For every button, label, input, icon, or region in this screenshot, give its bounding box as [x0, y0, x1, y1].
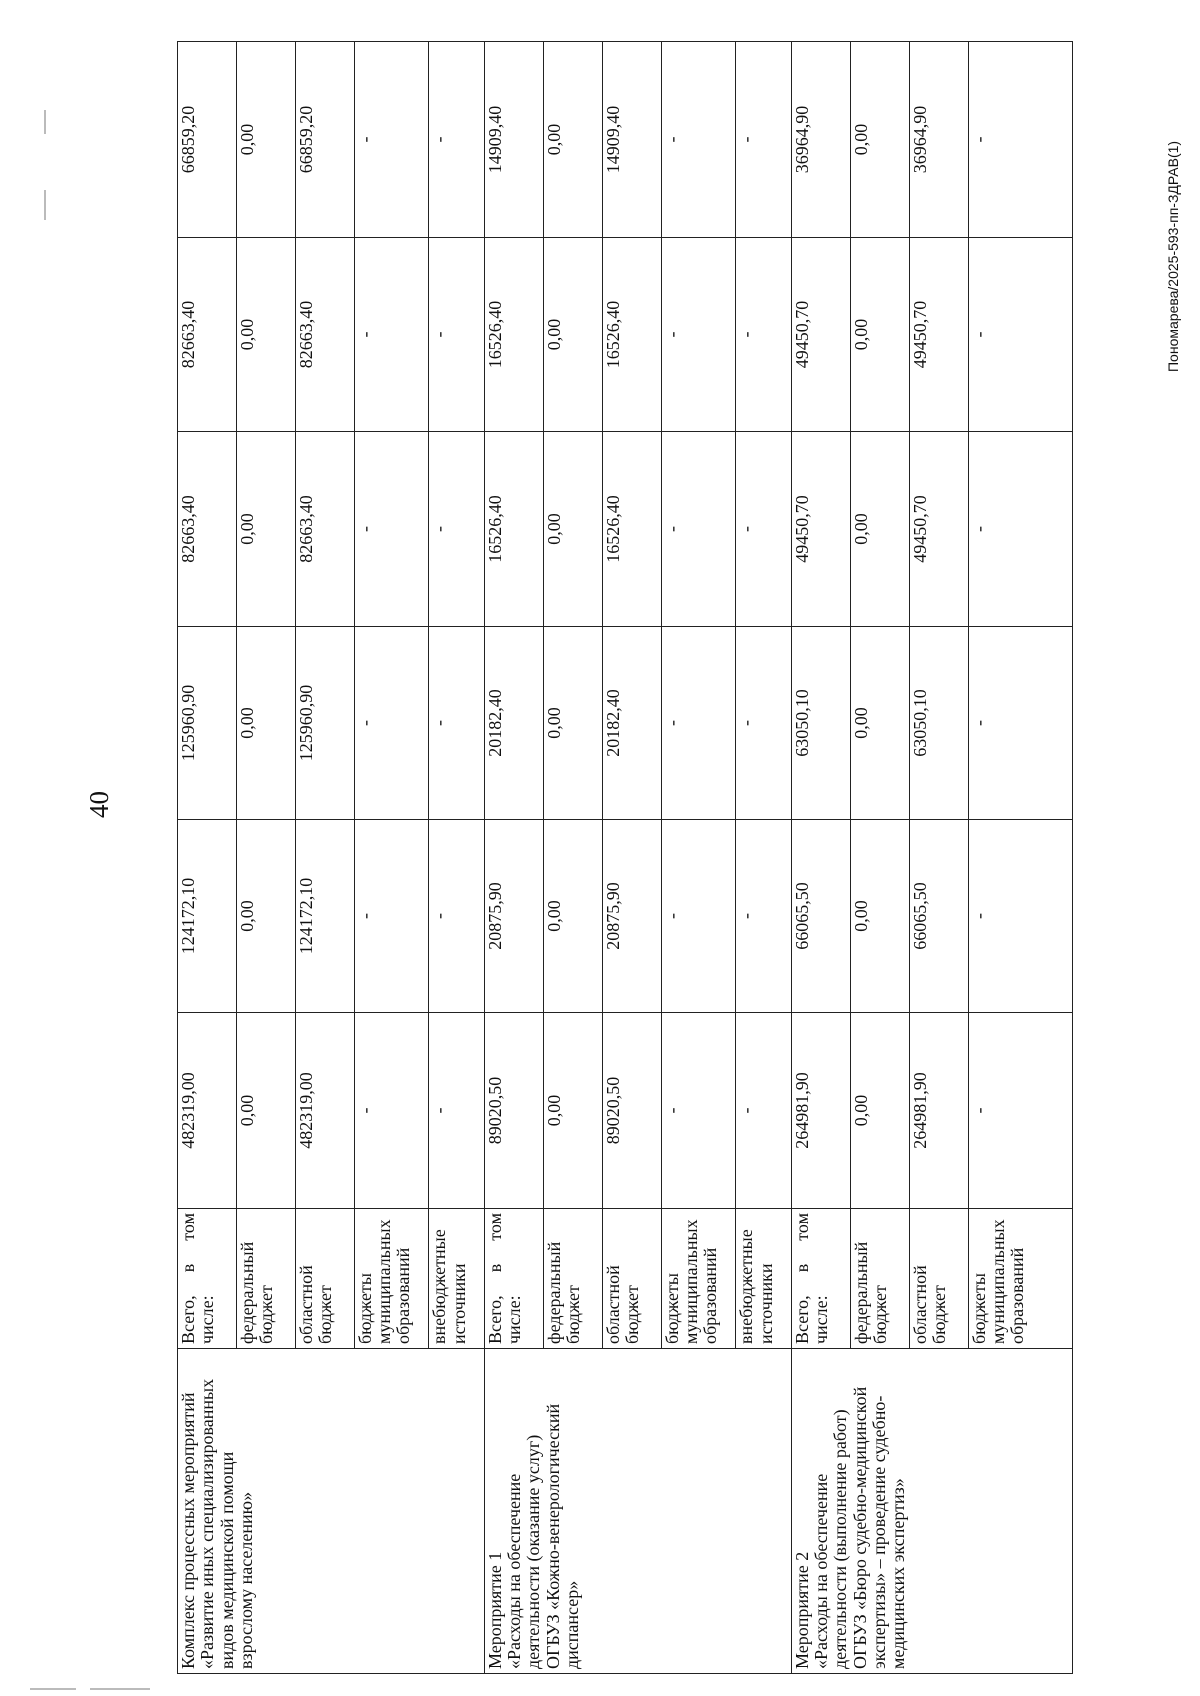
amount-cell: - [354, 432, 429, 627]
amount-cell: - [968, 238, 1072, 432]
amount-cell: 66859,20 [178, 42, 237, 238]
amount-cell: 0,00 [850, 432, 909, 627]
amount-cell: 20182,40 [484, 627, 543, 820]
amount-cell: 14909,40 [602, 42, 661, 238]
amount-cell: - [968, 820, 1072, 1013]
funding-source-cell [661, 1209, 736, 1349]
measure-title-line: «Развитие иных специализированных [197, 1378, 218, 1669]
amount-cell: - [968, 1013, 1072, 1209]
amount-cell: 0,00 [236, 432, 295, 627]
measure-title-line: взрослому населению» [235, 1491, 256, 1669]
funding-source-cell [236, 1209, 295, 1349]
table-row [791, 42, 850, 1674]
amount-cell: 36964,90 [909, 42, 968, 238]
amount-cell: 0,00 [543, 42, 602, 238]
amount-cell: - [736, 1013, 792, 1209]
amount-cell: 82663,40 [178, 432, 237, 627]
measure-title-cell [178, 1349, 485, 1674]
amount-cell: 0,00 [236, 1013, 295, 1209]
amount-cell: 0,00 [236, 238, 295, 432]
rotated-table-container [177, 42, 1073, 1674]
amount-cell: 0,00 [850, 42, 909, 238]
amount-cell: 66859,20 [295, 42, 354, 238]
scan-artifact [44, 110, 46, 134]
document-code: Пономарева/2025-593-пп-ЗДРАВ(1) [1165, 140, 1181, 372]
amount-cell: 36964,90 [791, 42, 850, 238]
measure-title-line: «Расходы на обеспечение [811, 1473, 832, 1669]
amount-cell: - [661, 1013, 736, 1209]
amount-cell: 14909,40 [484, 42, 543, 238]
budget-table [177, 41, 1073, 1674]
funding-source-cell [968, 1209, 1072, 1349]
funding-source-word: том [178, 1213, 198, 1241]
amount-cell: - [661, 238, 736, 432]
measure-title-line: ОГБУЗ «Кожно-венерологический [542, 1403, 563, 1669]
page-number: 40 [84, 791, 114, 818]
funding-source-cell [602, 1209, 661, 1349]
funding-source-cell [850, 1209, 909, 1349]
amount-cell: 16526,40 [484, 238, 543, 432]
amount-cell: - [736, 627, 792, 820]
funding-source-label: федеральный бюджет [236, 1241, 277, 1344]
funding-source-cell [178, 1209, 237, 1349]
amount-cell: 0,00 [543, 1013, 602, 1209]
funding-source-label: областной бюджет [909, 1265, 950, 1344]
measure-title-line: Мероприятие 1 [484, 1551, 505, 1669]
measure-title-cell [791, 1349, 1072, 1674]
amount-cell: 125960,90 [178, 627, 237, 820]
amount-cell: 482319,00 [178, 1013, 237, 1209]
measure-title-line: деятельности (выполнение работ) [830, 1409, 851, 1669]
funding-source-cell [736, 1209, 792, 1349]
amount-cell: 66065,50 [791, 820, 850, 1013]
amount-cell: 0,00 [236, 42, 295, 238]
funding-source-label: внебюджетные источники [736, 1229, 776, 1344]
amount-cell: 49450,70 [791, 238, 850, 432]
amount-cell: 89020,50 [602, 1013, 661, 1209]
measure-title-line: деятельности (оказание услуг) [523, 1434, 544, 1669]
funding-source-cell [543, 1209, 602, 1349]
funding-source-label: областной бюджет [602, 1265, 643, 1344]
amount-cell: 0,00 [543, 432, 602, 627]
funding-source-total-tail: числе: [811, 1295, 832, 1344]
amount-cell: - [661, 820, 736, 1013]
amount-cell: 264981,90 [909, 1013, 968, 1209]
amount-cell: - [736, 42, 792, 238]
amount-cell: 20875,90 [602, 820, 661, 1013]
measure-title-line: Комплекс процессных мероприятий [178, 1392, 198, 1669]
amount-cell: - [429, 1013, 485, 1209]
amount-cell: 0,00 [850, 238, 909, 432]
amount-cell: 20182,40 [602, 627, 661, 820]
amount-cell: 0,00 [543, 820, 602, 1013]
amount-cell: - [429, 820, 485, 1013]
amount-cell: - [661, 627, 736, 820]
amount-cell: - [354, 1013, 429, 1209]
amount-cell: - [354, 820, 429, 1013]
amount-cell: - [354, 627, 429, 820]
amount-cell: - [968, 627, 1072, 820]
amount-cell: 0,00 [850, 627, 909, 820]
measure-title-line: диспансер» [561, 1580, 582, 1669]
amount-cell: 49450,70 [909, 432, 968, 627]
amount-cell: 66065,50 [909, 820, 968, 1013]
amount-cell: - [968, 432, 1072, 627]
funding-source-word: в [178, 1263, 198, 1273]
amount-cell: - [968, 42, 1072, 238]
table-row [178, 42, 237, 1674]
amount-cell: 63050,10 [909, 627, 968, 820]
amount-cell: - [429, 238, 485, 432]
amount-cell: - [429, 627, 485, 820]
measure-title-line: Мероприятие 2 [791, 1551, 812, 1669]
amount-cell: 482319,00 [295, 1013, 354, 1209]
scan-artifact [90, 1688, 150, 1690]
funding-source-word: том [484, 1213, 505, 1241]
measure-title-line: экспертизы» – проведение судебно- [868, 1395, 889, 1669]
amount-cell: - [429, 42, 485, 238]
amount-cell: 125960,90 [295, 627, 354, 820]
funding-source-word: Всего, [178, 1295, 198, 1344]
funding-source-label: внебюджетные источники [429, 1229, 469, 1344]
amount-cell: 16526,40 [602, 238, 661, 432]
amount-cell: 0,00 [543, 238, 602, 432]
funding-source-word: Всего, [791, 1295, 812, 1344]
amount-cell: 16526,40 [602, 432, 661, 627]
amount-cell: 124172,10 [178, 820, 237, 1013]
measure-title-line: медицинских экспертиз» [888, 1478, 909, 1669]
funding-source-label: бюджеты муниципальных образований [968, 1219, 1028, 1344]
amount-cell: 0,00 [236, 627, 295, 820]
funding-source-word: в [791, 1263, 812, 1273]
table-body [178, 42, 1073, 1674]
measure-title-line: видов медицинской помощи [216, 1451, 237, 1669]
amount-cell: 0,00 [850, 820, 909, 1013]
amount-cell: - [661, 432, 736, 627]
amount-cell: 20875,90 [484, 820, 543, 1013]
funding-source-cell [484, 1209, 543, 1349]
amount-cell: 63050,10 [791, 627, 850, 820]
amount-cell: 82663,40 [295, 432, 354, 627]
funding-source-cell [295, 1209, 354, 1349]
funding-source-cell [791, 1209, 850, 1349]
funding-source-total-tail: числе: [197, 1295, 218, 1344]
amount-cell: 0,00 [850, 1013, 909, 1209]
amount-cell: 49450,70 [909, 238, 968, 432]
funding-source-cell [909, 1209, 968, 1349]
amount-cell: - [354, 42, 429, 238]
funding-source-total-line [486, 1213, 505, 1344]
amount-cell: 264981,90 [791, 1013, 850, 1209]
funding-source-label: федеральный бюджет [543, 1241, 584, 1344]
amount-cell: 49450,70 [791, 432, 850, 627]
amount-cell: 89020,50 [484, 1013, 543, 1209]
amount-cell: 0,00 [543, 627, 602, 820]
amount-cell: - [429, 432, 485, 627]
funding-source-total-tail: числе: [504, 1295, 525, 1344]
scan-artifact [44, 190, 46, 220]
table-row [484, 42, 543, 1674]
funding-source-label: областной бюджет [295, 1265, 336, 1344]
funding-source-label: федеральный бюджет [850, 1241, 891, 1344]
measure-title-line: ОГБУЗ «Бюро судебно-медицинской [849, 1386, 870, 1669]
amount-cell: - [354, 238, 429, 432]
amount-cell: - [736, 432, 792, 627]
amount-cell: 0,00 [236, 820, 295, 1013]
amount-cell: - [661, 42, 736, 238]
amount-cell: - [736, 820, 792, 1013]
measure-title-line: «Расходы на обеспечение [504, 1473, 525, 1669]
amount-cell: 124172,10 [295, 820, 354, 1013]
funding-source-label: бюджеты муниципальных образований [354, 1219, 414, 1344]
funding-source-total-line [179, 1213, 198, 1344]
funding-source-cell [354, 1209, 429, 1349]
funding-source-word: Всего, [484, 1295, 505, 1344]
funding-source-total-line [793, 1213, 812, 1344]
measure-title-cell [484, 1349, 791, 1674]
amount-cell: 82663,40 [295, 238, 354, 432]
scan-artifact [30, 1688, 76, 1690]
funding-source-word: том [791, 1213, 812, 1241]
funding-source-cell [429, 1209, 485, 1349]
amount-cell: 16526,40 [484, 432, 543, 627]
amount-cell: 82663,40 [178, 238, 237, 432]
funding-source-word: в [484, 1263, 505, 1273]
funding-source-label: бюджеты муниципальных образований [661, 1219, 721, 1344]
amount-cell: - [736, 238, 792, 432]
